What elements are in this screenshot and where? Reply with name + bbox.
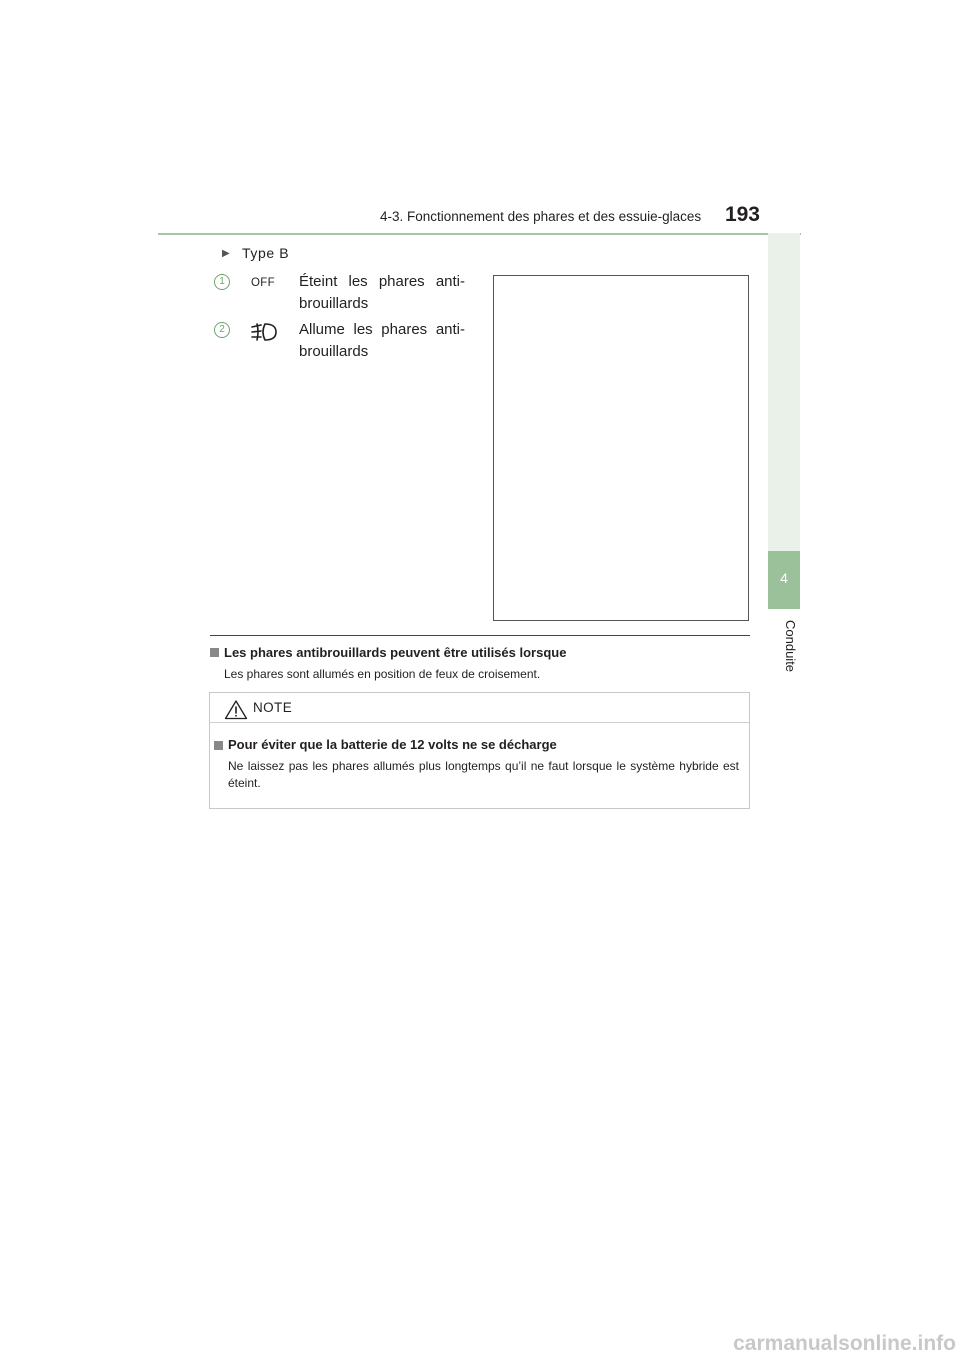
header-rule: [158, 233, 801, 235]
item-number-1: 1: [214, 274, 230, 290]
figure-frame: [493, 275, 749, 621]
note-label: NOTE: [253, 700, 293, 715]
type-label: Type B: [242, 245, 290, 261]
square-bullet-icon: [210, 648, 219, 657]
warning-triangle-icon: [224, 699, 248, 720]
front-fog-light-icon: [250, 321, 278, 343]
off-symbol: OFF: [251, 277, 275, 289]
square-bullet-icon: [214, 741, 223, 750]
watermark-text: carmanualsonline.info: [733, 1332, 956, 1355]
section-divider: [210, 635, 750, 636]
section-heading: Les phares antibrouillards peuvent être utilisés lorsque: [224, 645, 567, 660]
page-number: 193: [724, 203, 760, 226]
note-heading: Pour éviter que la batterie de 12 volts ne se décharge: [228, 737, 557, 752]
note-divider: [210, 722, 749, 723]
section-body: Les phares sont allumés en position de feux de croisement.: [224, 667, 541, 681]
chapter-number: 4: [780, 570, 788, 586]
item-number-2: 2: [214, 322, 230, 338]
note-body: Ne laissez pas les phares allumés plus longtemps qu’il ne faut lorsque le système hybride est éteint.: [228, 759, 739, 790]
side-tab-track: [768, 233, 800, 551]
triangle-right-icon: ▶: [222, 248, 230, 259]
section-title: 4-3. Fonctionnement des phares et des essuie-glaces: [380, 209, 702, 224]
watermark: [628, 1330, 958, 1356]
chapter-label: Conduite: [783, 620, 798, 673]
item-text-2: Allume les phares anti-brouillards: [299, 321, 465, 360]
item-text-1: Éteint les phares anti-brouillards: [299, 273, 465, 312]
